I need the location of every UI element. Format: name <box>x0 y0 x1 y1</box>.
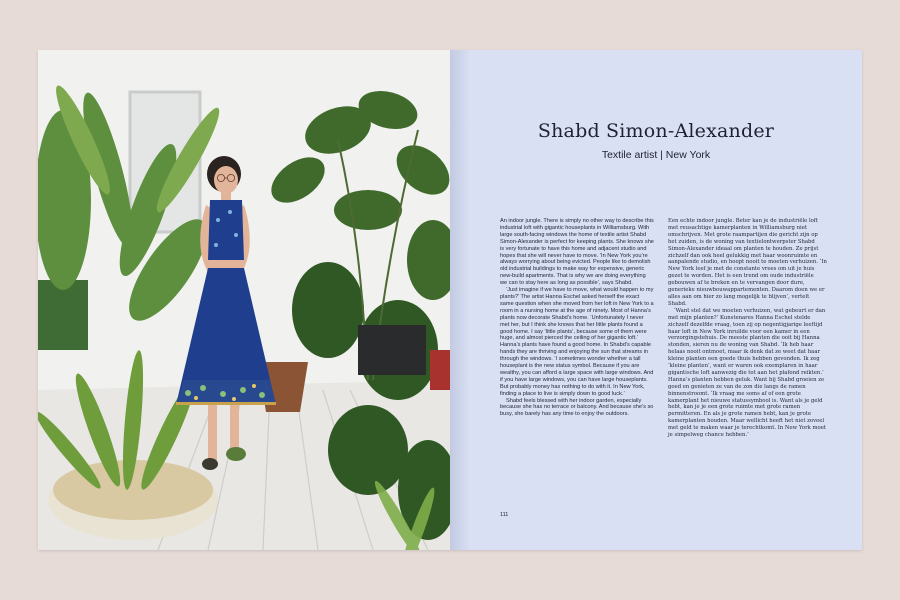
plant-portrait-photo <box>38 50 450 550</box>
photo-page <box>38 50 450 550</box>
english-paragraph: ‘Just imagine if we have to move, what would happen to my plants?’ The artist Hanna Eschel asked herself the exact same question when she moved from her loft in New York to a room in a nursing home at the age of ninety. Most of Hanna’s plants now decorate Shabd’s home. ‘Unfortunately I never met her, but I think she knows that her little plants found a good home. I say ‘little plants’, because some of them were huge, and almost pierced the ceiling of her gigantic loft.’ Hanna’s plants have found a good home. In Shabd’s capable hands they are thriving and enjoying the sun that streams in through the windows. ‘I sometimes wonder whether a tall houseplant is the new status symbol. Because if you are wealthy, you can afford a large space with large windows. And if you have large windows, you can have large houseplants. But probably money has nothing to do with it. In New York, finding a place to live is simply down to good luck.’ <box>500 287 654 397</box>
english-text-column <box>500 218 654 418</box>
article-title: Shabd Simon-Alexander <box>537 120 775 142</box>
magazine-spread <box>38 50 862 550</box>
dutch-paragraph: Een echte indoor jungle. Beter kan je de industriële loft met reusachtige kamerplanten in Williamsburg niet omschrijven. Met grote raampartijen die gericht zijn op het zuiden, is de woning van textielontwerpster Shabd Simon-Alexander ideaal om planten te houden. Ze prijst zichzelf dan ook heel gelukkig met haar woonruimte en aanpalende studio, en hoopt nooit te moeten verhuizen. ‘In New York leef je met de constante vrees om uit je huis gezet te worden. Het is een trend om oude industriële gebouwen af te breken en te vervangen door dure, generieke nieuwbouwappartementen. Daarom doen we er alles aan om hier zo lang mogelijk te blijven’, vertelt Shabd. <box>668 218 827 307</box>
article-page <box>450 50 862 550</box>
english-paragraph: Shabd feels blessed with her indoor garden, especially because she has no terrace or balcony. And because she’s so busy, she barely has any time to enjoy the outdoors. <box>500 397 654 418</box>
article-subtitle: Textile artist | New York <box>601 149 711 161</box>
dutch-text-column <box>668 218 828 439</box>
dutch-paragraph: ‘Want stel dat we moeten verhuizen, wat gebeurt er dan met mijn planten?’ Kunstenares Hanna Eschel stelde zichzelf dezelfde vraag, toen zij op negentigjarige leeftijd haar loft in New York inruilde voor een kamer in een verzorgingstehuis. De meeste planten die ooit bij Hanna stonden, sieren nu de woning van Shabd. ‘Ik heb haar helaas nooit ontmoet, maar ik denk dat ze weet dat haar kleine planten een goede thuis hebben gevonden. Ik zeg ‘kleine planten’, want er waren ook exemplaren in haar gigantische loft aanwezig die tot aan het plafond reikten.’ Hanna’s planten hebben geluk. Want bij Shabd groeien ze goed en genieten ze van de zon die langs de ramen binnenstroomt. ‘Ik vraag me soms af of een grote kamerplant het nieuwe statussymbool is. Want als je geld hebt, kan je je een grote ruimte met grote ramen permitteren. En als je grote ramen hebt, kan je grote kamerplanten houden. Maar wellicht heeft het niet zoveel met geld te maken waar je terechtkomt. In New York moet je simpelweg chance hebben.’ <box>668 307 827 439</box>
english-paragraph: An indoor jungle. There is simply no other way to describe this industrial loft with gigantic houseplants in Williamsburg. With large south-facing windows the home of textile artist Shabd Simon-Alexander is perfect for keeping plants. She knows she is very fortunate to have this home and adjacent studio and hopes that she will never have to move. ‘In New York you’re always worrying about being evicted. People like to demolish old industrial buildings to make way for expensive, generic new-build apartments. That is why we are doing everything we can to stay here as long as possible’, says Shabd. <box>500 218 654 287</box>
page-number: 111 <box>500 512 509 518</box>
